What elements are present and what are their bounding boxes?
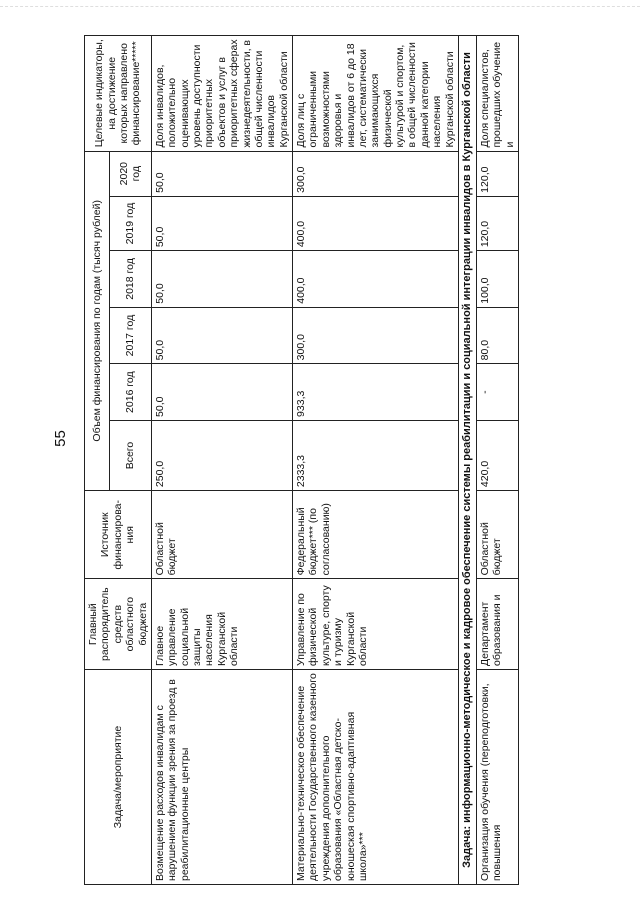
scan-edge [0, 0, 640, 7]
cell-total: 250,0 [151, 420, 292, 490]
cell-manager: Управление по физической культуре, спорту и туризму Курганской области [293, 579, 459, 670]
section-row [458, 36, 476, 885]
header-total: Всего [109, 420, 151, 490]
page-number: 55 [51, 430, 69, 447]
cell-2017: 300,0 [293, 307, 459, 364]
table-row [293, 36, 459, 885]
cell-manager: Департамент образования и [476, 579, 518, 670]
cell-total: 2333,3 [293, 420, 459, 490]
cell-2017: 80,0 [476, 307, 518, 364]
cell-source: Областной бюджет [151, 491, 292, 579]
header-2019: 2019 год [109, 196, 151, 250]
header-task: Задача/мероприятие [85, 669, 152, 884]
cell-2016: - [476, 364, 518, 421]
cell-2016: 50,0 [151, 364, 292, 421]
header-volume: Объем финансирования по годам (тысяч рублей) [85, 151, 110, 491]
header-manager: Главный распорядитель средств областного бюджета [85, 579, 152, 670]
cell-task: Организация обучения (переподготовки, повышения [476, 669, 518, 884]
cell-source: Областной бюджет [476, 491, 518, 579]
header-row [85, 36, 110, 885]
cell-2018: 100,0 [476, 251, 518, 308]
cell-task: Возмещение расходов инвалидам с нарушением функции зрения за проезд в реабилитационные центры [151, 669, 292, 884]
cell-manager: Главное управление социальной защиты населения Курганской области [151, 579, 292, 670]
cell-2018: 400,0 [293, 251, 459, 308]
cell-2019: 50,0 [151, 196, 292, 250]
header-2017: 2017 год [109, 307, 151, 364]
cell-task: Материально-техническое обеспечение деятельности Государственного казенного учреждения дополнительного образования «Областная детско-юношеская спортивно-адаптивная школа»*** [293, 669, 459, 884]
header-2018: 2018 год [109, 251, 151, 308]
header-indicators: Целевые индикаторы, на достижение которых направлено финансирование***** [85, 36, 152, 152]
cell-indicator: Доля специалистов, прошедших обучение и [476, 36, 518, 152]
cell-2020: 50,0 [151, 151, 292, 196]
header-2016: 2016 год [109, 364, 151, 421]
cell-2018: 50,0 [151, 251, 292, 308]
section-title: Задача: информационно-методическое и кадровое обеспечение системы реабилитации и социальной интеграции инвалидов в Курганской области [458, 36, 476, 885]
cell-2017: 50,0 [151, 307, 292, 364]
table-row-partial [476, 36, 518, 885]
cell-2019: 400,0 [293, 196, 459, 250]
cell-2016: 933,3 [293, 364, 459, 421]
financing-table [84, 35, 519, 885]
cell-2019: 120,0 [476, 196, 518, 250]
cell-total: 420,0 [476, 420, 518, 490]
header-source: Источник финансирова-ния [85, 491, 152, 579]
header-2020: 2020 год [109, 151, 151, 196]
rotated-table-container [84, 35, 564, 885]
cell-source: Федеральный бюджет*** (по согласованию) [293, 491, 459, 579]
cell-indicator: Доля инвалидов, положительно оценивающих уровень доступности приоритетных объектов и услуг в приоритетных сферах жизнедеятельности, в общей численности инвалидов Курганской области [151, 36, 292, 152]
table-row [151, 36, 292, 885]
cell-2020: 120,0 [476, 151, 518, 196]
cell-2020: 300,0 [293, 151, 459, 196]
cell-indicator: Доля лиц с ограниченными возможностями здоровья и инвалидов от 6 до 18 лет, систематически занимающихся физической культурой и спортом, в общей численности данной категории населения Курганской области [293, 36, 459, 152]
